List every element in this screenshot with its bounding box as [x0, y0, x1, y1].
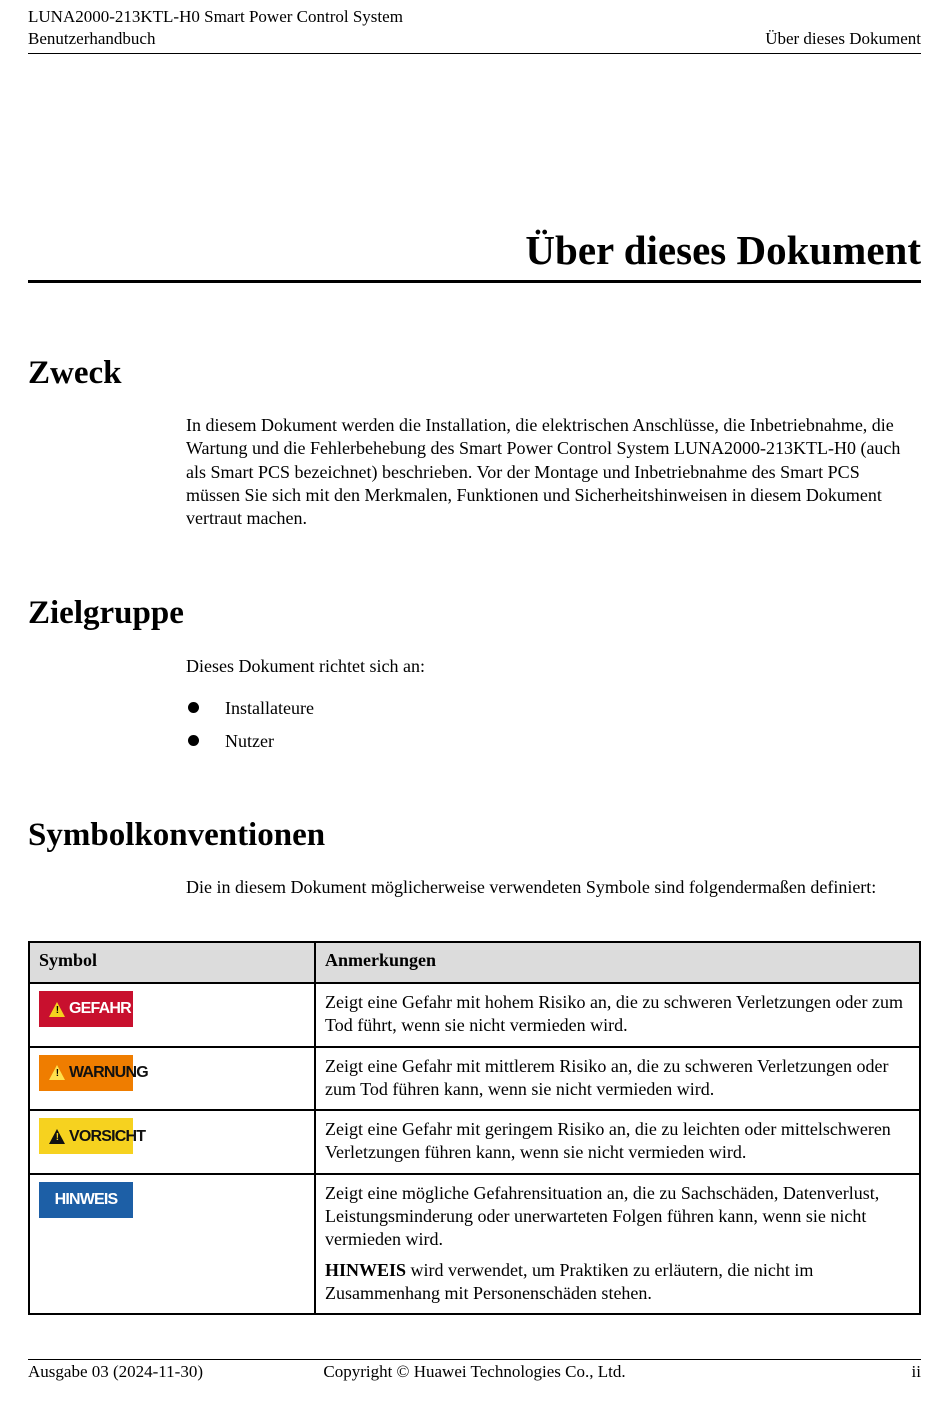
- column-header-notes: Anmerkungen: [315, 942, 920, 983]
- bullet-icon: [188, 702, 199, 713]
- table-row: [29, 1110, 920, 1174]
- badge-label: WARNUNG: [69, 1063, 148, 1081]
- page-footer: [28, 1359, 921, 1383]
- header-section: Über dieses Dokument: [765, 29, 921, 48]
- note-keyword: HINWEIS: [325, 1259, 407, 1280]
- badge-label: GEFAHR: [69, 1000, 131, 1018]
- chapter-title: Über dieses Dokument: [28, 224, 921, 283]
- table-row: [29, 1047, 920, 1111]
- heading-zielgruppe: Zielgruppe: [28, 595, 184, 631]
- warning-triangle-icon: !: [49, 1065, 65, 1080]
- symbol-table: [28, 941, 921, 1315]
- badge-label: HINWEIS: [54, 1191, 118, 1209]
- footer-copyright: Copyright © Huawei Technologies Co., Ltd.: [323, 1362, 626, 1381]
- audience-list: [186, 696, 314, 762]
- note-cell: [315, 1047, 920, 1111]
- note-cell: [315, 1110, 920, 1174]
- list-item-label: Nutzer: [225, 731, 274, 751]
- table-row: [29, 983, 920, 1047]
- list-item: [186, 696, 314, 729]
- header-product: LUNA2000-213KTL-H0 Smart Power Control System: [28, 7, 403, 26]
- warning-triangle-icon: !: [49, 1002, 65, 1017]
- note-text: Zeigt eine Gefahr mit geringem Risiko an, die zu leichten oder mittelschweren Verletzungen führen kann, wenn sie nicht vermieden wird.: [325, 1119, 891, 1163]
- table-header-row: [29, 942, 920, 983]
- list-item-label: Installateure: [225, 698, 314, 718]
- zweck-text: In diesem Dokument werden die Installation, die elektrischen Anschlüsse, die Inbetriebnahme, die Wartung und die Fehlerbehebung des Smart Power Control System LUNA2000-213KTL-H0 (auch als Smart PCS bezeichnet) beschrieben. Vor der Montage und Inbetriebnahme des Smart PCS müssen Sie sich mit den Merkmalen, Funktionen und Sicherheitshinweisen in diesem Dokument vertraut machen.: [186, 415, 901, 529]
- zielgruppe-intro: Dieses Dokument richtet sich an:: [186, 656, 425, 676]
- header-manual: Benutzerhandbuch: [28, 29, 156, 48]
- table-row: [29, 1174, 920, 1314]
- badge-label: VORSICHT: [69, 1127, 146, 1145]
- note-text: Zeigt eine mögliche Gefahrensituation an, die zu Sachschäden, Datenverlust, Leistungsminderung oder unerwarteten Folgen führen kann, wenn sie nicht vermieden wird.: [325, 1182, 880, 1250]
- note-text-secondary: [325, 1259, 910, 1306]
- notice-badge: [39, 1182, 133, 1218]
- note-cell: [315, 983, 920, 1047]
- footer-page-number: ii: [911, 1362, 921, 1381]
- symbol-intro: Die in diesem Dokument möglicherweise verwendeten Symbole sind folgendermaßen definiert:: [186, 877, 877, 897]
- list-item: [186, 729, 314, 762]
- footer-edition: Ausgabe 03 (2024-11-30): [28, 1362, 203, 1381]
- note-cell: [315, 1174, 920, 1314]
- danger-badge: [39, 991, 133, 1027]
- note-text-rest: wird verwendet, um Praktiken zu erläutern, die nicht im Zusammenhang mit Personenschäden stehen.: [325, 1259, 814, 1303]
- page-header: [28, 6, 921, 54]
- note-text: Zeigt eine Gefahr mit mittlerem Risiko an, die zu schweren Verletzungen oder zum Tod führen kann, wenn sie nicht vermieden wird.: [325, 1055, 889, 1099]
- caution-badge: [39, 1118, 146, 1154]
- bullet-icon: [188, 735, 199, 746]
- heading-zweck: Zweck: [28, 355, 122, 391]
- note-text: Zeigt eine Gefahr mit hohem Risiko an, die zu schweren Verletzungen oder zum Tod führt, wenn sie nicht vermieden wird.: [325, 992, 903, 1036]
- heading-symbolkonventionen: Symbolkonventionen: [28, 817, 326, 853]
- column-header-symbol: Symbol: [29, 942, 315, 983]
- warning-badge: [39, 1055, 148, 1091]
- warning-triangle-icon: !: [49, 1129, 65, 1144]
